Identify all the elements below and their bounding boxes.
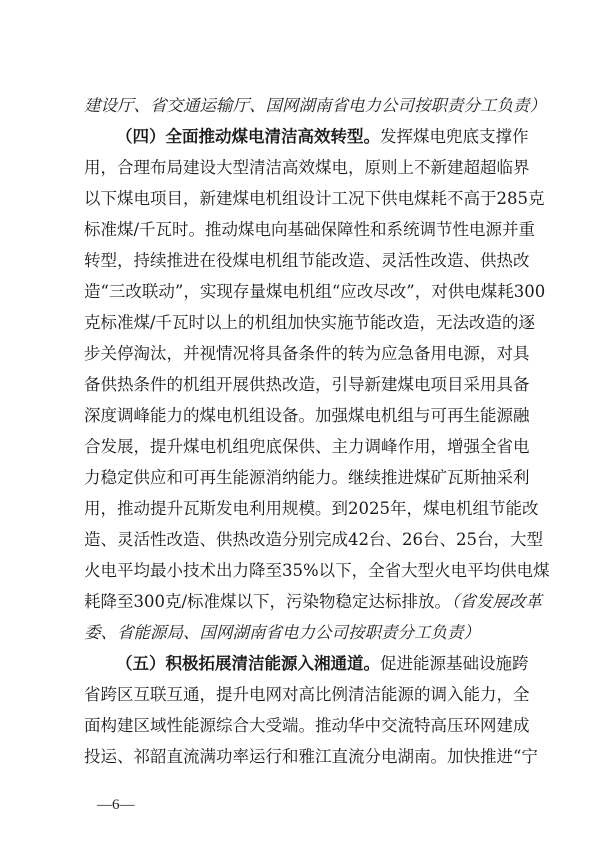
body-text: 火电平均最小技术出力降至35%以下，全省大型火电平均供电煤 [84, 561, 550, 580]
body-text: 用，合理布局建设大型清洁高效煤电，原则上不新建超超临界 [84, 158, 530, 177]
text-line [84, 369, 530, 400]
text-line [84, 679, 530, 710]
text-line [84, 400, 530, 431]
text-line [84, 586, 542, 617]
body-text: 深度调峰能力的煤电机组设备。加强煤电机组与可再生能源融 [84, 406, 530, 425]
responsibility-note: 建设厅、省交通运输厅、国网湖南省电力公司按职责分工负责） [84, 96, 546, 115]
text-line [84, 152, 530, 183]
text-line [84, 617, 518, 648]
section-heading: （五）积极拓展清洁能源入湘通道。 [116, 654, 380, 673]
text-line [84, 183, 545, 214]
paragraph [84, 648, 538, 772]
text-line [84, 648, 529, 679]
text-line [84, 431, 530, 462]
body-text: 促进能源基础设施跨 [380, 654, 529, 673]
text-line [84, 524, 543, 555]
body-text: 标准煤/千瓦时。推动煤电向基础保障性和系统调节性电源并重 [84, 220, 536, 239]
responsibility-note: （省发展改革 [451, 592, 542, 611]
text-line [84, 90, 546, 121]
paragraph [84, 121, 550, 648]
page-number: —6— [97, 797, 135, 813]
body-text: 用，推动提升瓦斯发电利用规模。到2025年，煤电机组节能改 [84, 499, 539, 518]
text-line [84, 121, 529, 152]
body-text: 耗降至300克/标准煤以下，污染物稳定达标排放。 [84, 592, 452, 611]
body-text: 力稳定供应和可再生能源消纳能力。继续推进煤矿瓦斯抽采利 [84, 468, 530, 487]
body-text: 以下煤电项目，新建煤电机组设计工况下供电煤耗不高于285克 [84, 189, 545, 208]
body-text: 转型，持续推进在役煤电机组节能改造、灵活性改造、供热改 [84, 251, 530, 270]
text-line [84, 462, 530, 493]
body-text: 步关停淘汰，并视情况将具备条件的转为应急备用电源，对具 [84, 344, 530, 363]
text-line [84, 555, 550, 586]
text-line [84, 214, 536, 245]
body-text: 克标准煤/千瓦时以上的机组加快实施节能改造，无法改造的逐 [84, 313, 536, 332]
text-line [84, 307, 536, 338]
section-heading: （四）全面推动煤电清洁高效转型。 [116, 127, 380, 146]
text-line [84, 741, 538, 772]
body-text: 造“三改联动”，实现存量煤电机组“应改尽改”，对供电煤耗300 [84, 282, 546, 301]
text-line [84, 493, 539, 524]
body-text: 备供热条件的机组开展供热改造，引导新建煤电项目采用具备 [84, 375, 530, 394]
body-text: 省跨区互联互通，提升电网对高比例清洁能源的调入能力，全 [84, 685, 530, 704]
body-text: 面构建区域性能源综合大受端。推动华中交流特高压环网建成 [84, 716, 530, 735]
document-body [84, 90, 550, 772]
text-line [84, 276, 546, 307]
body-text: 合发展，提升煤电机组兜底保供、主力调峰作用，增强全省电 [84, 437, 530, 456]
paragraph [84, 90, 546, 121]
text-line [84, 338, 530, 369]
text-line [84, 710, 530, 741]
body-text: 投运、祁韶直流满功率运行和雅江直流分电湖南。加快推进“宁 [84, 747, 538, 766]
text-line [84, 245, 530, 276]
responsibility-note: 委、省能源局、国网湖南省电力公司按职责分工负责） [84, 623, 480, 642]
body-text: 发挥煤电兜底支撑作 [380, 127, 529, 146]
body-text: 造、灵活性改造、供热改造分别完成42台、26台、25台，大型 [84, 530, 543, 549]
